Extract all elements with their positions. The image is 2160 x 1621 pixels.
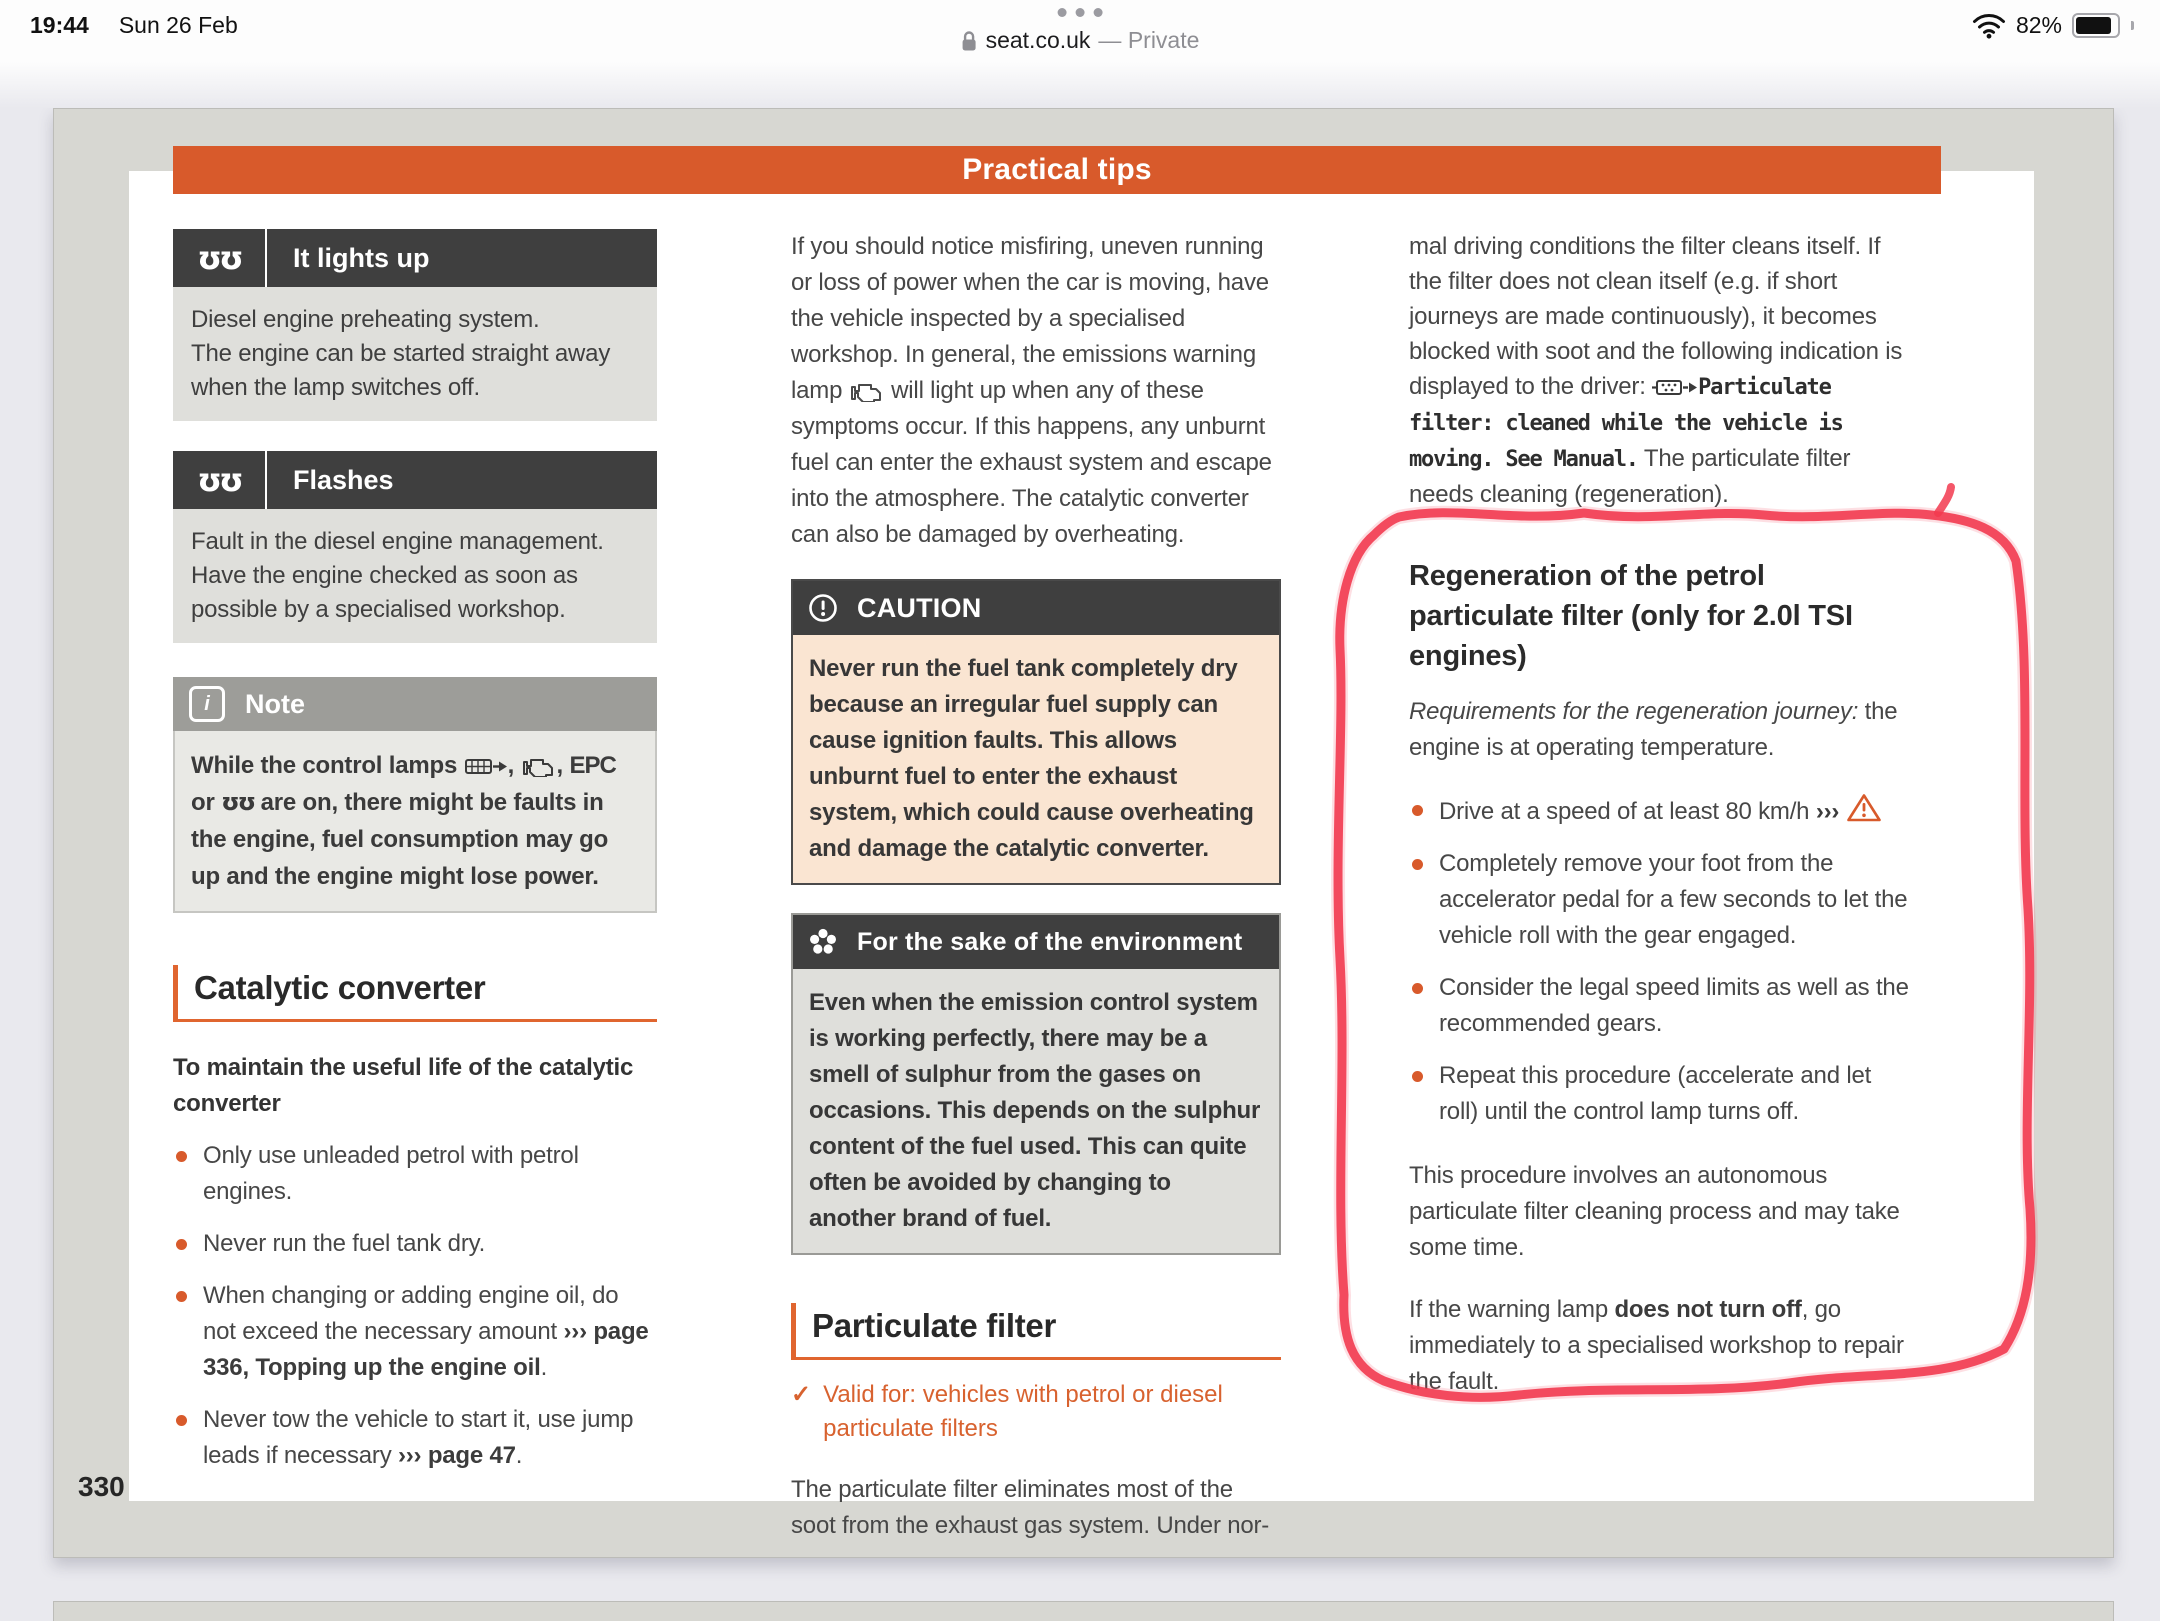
caution-box — [791, 579, 1281, 885]
bullet-item — [1409, 970, 1909, 1042]
caution-title: CAUTION — [857, 592, 982, 623]
paragraph — [1409, 229, 1909, 512]
requirements-italic: Requirements for the regeneration journey: — [1409, 698, 1859, 725]
note-text: are on, there might be faults in the engine, fuel consumption may go up and the engine might lose power. — [191, 789, 609, 890]
section-heading-particulate-filter — [791, 1303, 1281, 1360]
chapter-banner — [173, 146, 1941, 194]
private-badge: — Private — [1098, 27, 1200, 53]
page-number: 330 — [78, 1471, 125, 1502]
note-text: , — [507, 752, 521, 779]
paragraph-text: The particulate filter needs cleaning (regeneration). — [1409, 445, 1851, 508]
url-host: seat.co.uk — [985, 27, 1091, 53]
environment-title: For the sake of the environment — [857, 927, 1243, 956]
glow-plug-icon: ʊʊ — [197, 461, 241, 499]
wifi-icon — [1972, 12, 2006, 39]
cross-reference: ››› page 336, Topping up the engine oil — [203, 1318, 649, 1381]
paragraph-text: If you should notice misfiring, uneven running or loss of power when the car is moving, have the vehicle inspected by a specialised workshop. In general, the emissions warning lamp — [791, 233, 1269, 404]
column-middle — [791, 229, 1281, 1539]
caution-body: Never run the fuel tank completely dry because an irregular fuel supply can cause ignition faults. This allows unburnt fuel to enter the exhaust system, which could cause overheating and damage the catalytic converter. — [793, 635, 1279, 883]
bullet-item — [173, 1226, 657, 1262]
pdf-page — [53, 108, 2114, 1558]
bullet-text: When changing or adding engine oil, do not exceed the necessary amount — [203, 1282, 619, 1345]
paragraph-text: mal driving conditions the filter cleans itself. If the filter does not clean itself (e.g. if short journeys are made continuously), it becomes blocked with soot and the following indication is displayed to the driver: — [1409, 233, 1903, 400]
environment-box — [791, 913, 1281, 1255]
section-title: Catalytic converter — [194, 969, 486, 1006]
bullet-item — [173, 1402, 657, 1474]
glow-plug-icon: ʊʊ — [221, 788, 255, 816]
bullet-text: Never run the fuel tank dry. — [203, 1230, 486, 1257]
environment-body: Even when the emission control system is working perfectly, there may be a smell of sulphur from the gases on occasions. This depends on the sulphur content of the fuel used. This can quite often be avoided by changing to another brand of fuel. — [793, 969, 1279, 1253]
paragraph-text: will light up when any of these symptoms occur. If this happens, any unburnt fuel can enter the exhaust system and escape into the atmosphere. The catalytic converter can also be damaged by overheating. — [791, 377, 1272, 548]
requirements-line — [1409, 694, 1909, 766]
warning-triangle-icon — [1846, 792, 1882, 823]
url-bar[interactable] — [961, 27, 1200, 54]
note-box — [173, 677, 657, 913]
lamp-box-lights-up — [173, 229, 657, 421]
engine-warning-lamp-icon — [521, 753, 557, 777]
intro-paragraph: To maintain the useful life of the catalytic converter — [173, 1054, 634, 1117]
bullet-text: . — [515, 1442, 523, 1469]
lamp-box-title: It lights up — [293, 242, 430, 273]
bullet-text: Drive at a speed of at least 80 km/h — [1439, 798, 1816, 825]
paragraph — [791, 229, 1281, 553]
paragraph — [1409, 1292, 1909, 1400]
cross-reference: ››› page 47 — [397, 1442, 516, 1469]
valid-for-note — [791, 1378, 1281, 1446]
section-title: Particulate filter — [812, 1307, 1057, 1344]
paragraph-text: If the warning lamp — [1409, 1296, 1615, 1323]
cross-reference: ››› — [1815, 798, 1846, 825]
cluster-message-text: Particulate filter: cleaned while the vehicle is moving. See Manual. — [1409, 375, 1843, 472]
section-heading-catalytic-converter — [173, 965, 657, 1022]
bullet-text: Repeat this procedure (accelerate and let roll) until the control lamp turns off. — [1439, 1062, 1872, 1125]
lamp-box-line: Fault in the diesel engine management. — [191, 528, 604, 555]
paragraph-text: , go immediately to a specialised workshop to repair the fault. — [1409, 1296, 1904, 1395]
lamp-box-line: The engine can be started straight away when the lamp switches off. — [191, 340, 611, 401]
paragraph: This procedure involves an autonomous particulate filter cleaning process and may take some time. — [1409, 1162, 1900, 1261]
note-title: Note — [245, 688, 305, 719]
emphasis-text: does not turn off — [1614, 1296, 1802, 1323]
chapter-title: Practical tips — [962, 153, 1152, 186]
tab-overview-dots-icon[interactable] — [961, 8, 1200, 17]
column-right — [1409, 229, 1909, 1501]
status-bar — [0, 0, 2160, 62]
status-left — [30, 12, 238, 39]
bullet-item — [1409, 1058, 1909, 1130]
bullet-item — [1409, 846, 1909, 954]
column-left — [173, 229, 657, 1501]
check-icon: ✓ — [791, 1381, 812, 1408]
bullet-text: Completely remove your foot from the accelerator pedal for a few seconds to let the vehicle roll with the gear engaged. — [1439, 850, 1908, 949]
lamp-box-line: Diesel engine preheating system. — [191, 306, 540, 333]
battery-nub — [2131, 21, 2134, 30]
note-text: While the control lamps — [191, 752, 464, 779]
next-pdf-page-edge — [53, 1601, 2114, 1621]
caution-icon — [807, 592, 839, 624]
note-body — [173, 731, 657, 913]
statusbar-fade — [0, 62, 2160, 108]
bullet-item — [1409, 792, 1909, 830]
regeneration-section — [1409, 556, 1909, 1400]
section-rule — [178, 1019, 657, 1022]
valid-for-text: Valid for: vehicles with petrol or diesel particulate filters — [823, 1381, 1223, 1442]
battery-percent: 82% — [2015, 12, 2062, 38]
engine-warning-lamp-icon — [849, 378, 885, 402]
note-text: , — [556, 752, 570, 779]
regeneration-heading: Regeneration of the petrol particulate filter (only for 2.0l TSI engines) — [1409, 560, 1853, 672]
particulate-filter-lamp-icon — [1652, 376, 1698, 398]
battery-icon — [2072, 13, 2120, 38]
bullet-text: Consider the legal speed limits as well as the recommended gears. — [1439, 974, 1909, 1037]
lamp-box-flashes — [173, 451, 657, 643]
lock-icon — [961, 30, 978, 52]
bullet-item — [173, 1278, 657, 1386]
info-icon: i — [189, 686, 225, 722]
epc-lamp-label: EPC — [569, 752, 616, 779]
flower-icon — [807, 926, 839, 958]
lamp-box-line: Have the engine checked as soon as possible by a specialised workshop. — [191, 562, 578, 623]
catalytic-converter-lamp-icon — [464, 755, 508, 777]
note-text: or — [191, 789, 222, 816]
bullet-text: . — [540, 1354, 548, 1381]
bullet-text: Only use unleaded petrol with petrol engines. — [203, 1142, 579, 1205]
requirements-rest: the engine is at operating temperature. — [1409, 698, 1898, 761]
glow-plug-icon: ʊʊ — [197, 239, 241, 277]
clock: 19:44 — [30, 12, 89, 38]
lamp-box-title: Flashes — [293, 464, 394, 495]
date: Sun 26 Feb — [118, 12, 238, 38]
bullet-item — [173, 1138, 657, 1210]
section-rule — [796, 1357, 1281, 1360]
paragraph: The particulate filter eliminates most of the soot from the exhaust gas system. Under nor- — [791, 1476, 1270, 1539]
bullet-text: Never tow the vehicle to start it, use jump leads if necessary — [203, 1406, 634, 1469]
